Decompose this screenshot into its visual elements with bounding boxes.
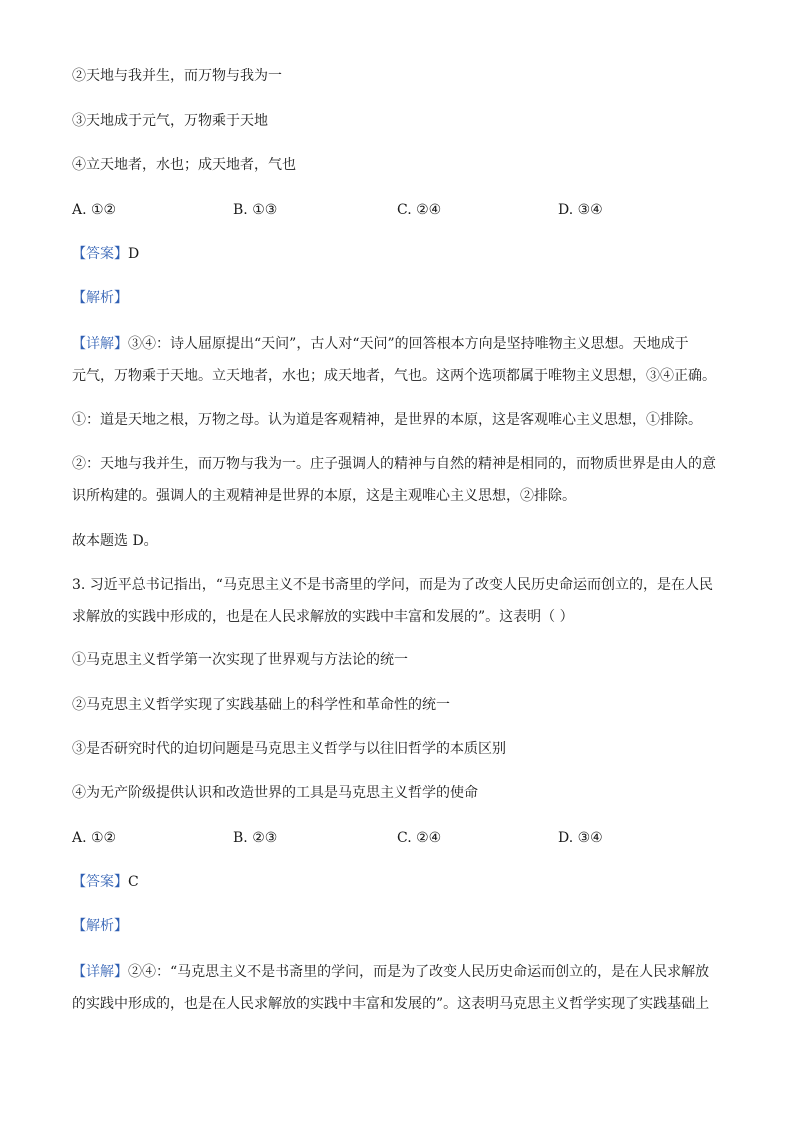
q2-analysis-heading	[72, 288, 722, 308]
q2-option-4: ④立天地者，水也；成天地者，气也	[72, 157, 296, 173]
q3-stem-line-2: 求解放的实践中形成的，也是在人民求解放的实践中丰富和发展的”。这表明（ ）	[72, 609, 574, 625]
q2-detail-line-3: ①：道是天地之根，万物之母。认为道是客观精神，是世界的本原，这是客观唯心主义思想，①排除。	[72, 412, 702, 428]
q3-stem-line-1: 3. 习近平总书记指出，“马克思主义不是书斋里的学问，而是为了改变人民历史命运而创立的，是在人民	[72, 577, 713, 593]
q2-detail-line-2: 元气，万物乘于天地。立天地者，水也；成天地者，气也。这两个选项都属于唯物主义思想，③④正确。	[72, 368, 716, 384]
answer-tag: 【答案】	[72, 246, 128, 262]
q3-choice-d: D. ③④	[558, 830, 603, 846]
detail-text: ②④：“马克思主义不是书斋里的学问，而是为了改变人民历史命运而创立的，是在人民求解放	[128, 964, 710, 980]
q2-choice-b: B. ①③	[233, 202, 278, 218]
q2-choice-a: A. ①②	[72, 202, 117, 218]
answer-value: D	[128, 246, 140, 262]
q3-detail-line-2: 的实践中形成的，也是在人民求解放的实践中丰富和发展的”。这表明马克思主义哲学实现了实践基础上	[72, 996, 710, 1012]
detail-text: ③④：诗人屈原提出“天问”，古人对“天问”的回答根本方向是坚持唯物主义思想。天地成于	[128, 336, 689, 352]
q2-conclusion: 故本题选 D。	[72, 533, 158, 549]
answer-tag: 【答案】	[72, 874, 128, 890]
q2-detail-line-5: 识所构建的。强调人的主观精神是世界的本原，这是主观唯心主义思想，②排除。	[72, 488, 576, 504]
q3-choice-b: B. ②③	[233, 830, 278, 846]
q3-choice-c: C. ②④	[397, 830, 442, 846]
q2-option-3: ③天地成于元气，万物乘于天地	[72, 113, 268, 129]
q3-detail-line-1	[72, 962, 722, 982]
q3-option-1: ①马克思主义哲学第一次实现了世界观与方法论的统一	[72, 652, 408, 668]
detail-tag: 【详解】	[72, 964, 128, 980]
answer-value: C	[128, 874, 139, 890]
q3-answer	[72, 872, 722, 892]
q2-detail-line-4: ②：天地与我并生，而万物与我为一。庄子强调人的精神与自然的精神是相同的，而物质世界是由人的意	[72, 456, 716, 472]
detail-tag: 【详解】	[72, 336, 128, 352]
q2-answer	[72, 244, 722, 264]
q3-choice-a: A. ①②	[72, 830, 117, 846]
q3-option-2: ②马克思主义哲学实现了实践基础上的科学性和革命性的统一	[72, 697, 450, 713]
q3-option-4: ④为无产阶级提供认识和改造世界的工具是马克思主义哲学的使命	[72, 785, 478, 801]
q3-analysis-heading	[72, 916, 722, 936]
q2-choice-d: D. ③④	[558, 202, 603, 218]
analysis-tag: 【解析】	[72, 290, 128, 306]
q3-option-3: ③是否研究时代的迫切问题是马克思主义哲学与以往旧哲学的本质区别	[72, 741, 506, 757]
q2-detail-line-1	[72, 334, 722, 354]
analysis-tag: 【解析】	[72, 918, 128, 934]
q2-choice-c: C. ②④	[397, 202, 442, 218]
q2-option-2: ②天地与我并生，而万物与我为一	[72, 68, 282, 84]
